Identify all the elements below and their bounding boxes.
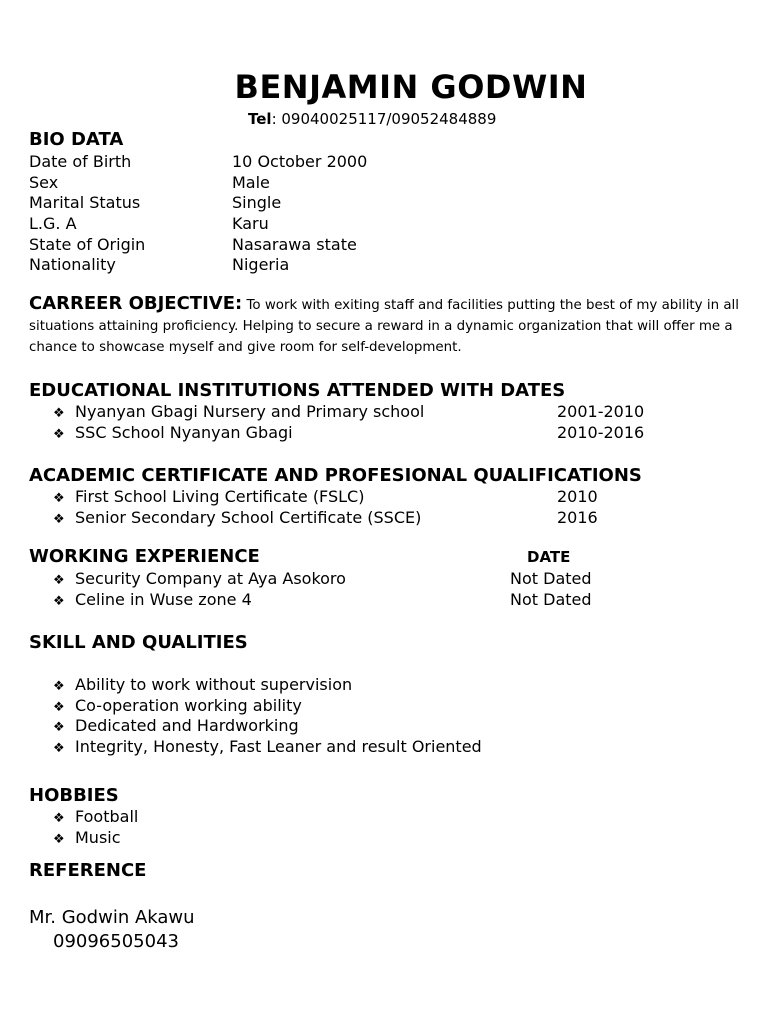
certificate-item-date: 2016 bbox=[557, 508, 598, 527]
bio-label: State of Origin bbox=[29, 235, 146, 254]
experience-item-date: Not Dated bbox=[510, 590, 592, 609]
candidate-name: BENJAMIN GODWIN bbox=[234, 68, 588, 106]
bio-label: Nationality bbox=[29, 255, 116, 274]
education-item-date: 2001-2010 bbox=[557, 402, 645, 421]
telephone-line bbox=[248, 110, 496, 128]
education-item-date: 2010-2016 bbox=[557, 423, 645, 442]
reference-phone: 09096505043 bbox=[53, 931, 179, 952]
bio-row bbox=[29, 235, 357, 255]
diamond-bullet-icon: ❖ bbox=[53, 832, 65, 847]
experience-date-heading: DATE bbox=[527, 548, 571, 566]
bio-value: Karu bbox=[232, 214, 269, 233]
bio-data-heading: BIO DATA bbox=[29, 129, 124, 150]
certificate-item-text: First School Living Certificate (FSLC) bbox=[75, 487, 365, 506]
bio-label: Sex bbox=[29, 173, 59, 192]
diamond-bullet-icon: ❖ bbox=[53, 406, 65, 421]
diamond-bullet-icon: ❖ bbox=[53, 427, 65, 442]
hobby-item bbox=[53, 828, 121, 850]
bio-value: Single bbox=[232, 193, 282, 212]
bio-label: L.G. A bbox=[29, 214, 77, 233]
diamond-bullet-icon: ❖ bbox=[53, 512, 65, 527]
bio-value: Nasarawa state bbox=[232, 235, 357, 254]
skill-item bbox=[53, 737, 482, 759]
skills-heading: SKILL AND QUALITIES bbox=[29, 632, 248, 653]
bio-row bbox=[29, 152, 368, 172]
certificate-item-date: 2010 bbox=[557, 487, 598, 506]
education-item-text: Nyanyan Gbagi Nursery and Primary school bbox=[75, 402, 425, 421]
skill-item-text: Co-operation working ability bbox=[75, 696, 302, 715]
experience-item bbox=[53, 569, 346, 591]
hobby-item-text: Football bbox=[75, 807, 139, 826]
certificate-item bbox=[53, 508, 421, 530]
bio-value: Nigeria bbox=[232, 255, 290, 274]
hobbies-heading: HOBBIES bbox=[29, 785, 119, 806]
experience-item-text: Security Company at Aya Asokoro bbox=[75, 569, 346, 588]
reference-name: Mr. Godwin Akawu bbox=[29, 907, 195, 928]
bio-row bbox=[29, 214, 269, 234]
bio-label: Date of Birth bbox=[29, 152, 132, 171]
education-item bbox=[53, 423, 293, 445]
certificate-item-text: Senior Secondary School Certificate (SSCE) bbox=[75, 508, 422, 527]
education-item-text: SSC School Nyanyan Gbagi bbox=[75, 423, 293, 442]
certificates-heading: ACADEMIC CERTIFICATE AND PROFESIONAL QUALIFICATIONS bbox=[29, 465, 642, 486]
bio-value: 10 October 2000 bbox=[232, 152, 368, 171]
skill-item bbox=[53, 696, 302, 718]
reference-heading: REFERENCE bbox=[29, 860, 147, 881]
bio-value: Male bbox=[232, 173, 270, 192]
diamond-bullet-icon: ❖ bbox=[53, 700, 65, 715]
tel-value: : 09040025117/09052484889 bbox=[271, 110, 497, 128]
hobby-item-text: Music bbox=[75, 828, 121, 847]
skill-item bbox=[53, 675, 352, 697]
hobby-item bbox=[53, 807, 138, 829]
diamond-bullet-icon: ❖ bbox=[53, 720, 65, 735]
skill-item-text: Dedicated and Hardworking bbox=[75, 716, 299, 735]
bio-row bbox=[29, 173, 270, 193]
bio-label: Marital Status bbox=[29, 193, 141, 212]
skill-item-text: Ability to work without supervision bbox=[75, 675, 353, 694]
diamond-bullet-icon: ❖ bbox=[53, 594, 65, 609]
skill-item bbox=[53, 716, 299, 738]
experience-item-text: Celine in Wuse zone 4 bbox=[75, 590, 252, 609]
experience-heading: WORKING EXPERIENCE bbox=[29, 546, 260, 567]
bio-row bbox=[29, 193, 282, 213]
education-heading: EDUCATIONAL INSTITUTIONS ATTENDED WITH DATES bbox=[29, 380, 566, 401]
diamond-bullet-icon: ❖ bbox=[53, 811, 65, 826]
diamond-bullet-icon: ❖ bbox=[53, 679, 65, 694]
career-objective-heading: CARREER OBJECTIVE: bbox=[29, 293, 243, 314]
certificate-item bbox=[53, 487, 364, 509]
experience-item bbox=[53, 590, 252, 612]
career-objective-text: To work with exiting staff and facilities putting the best of my ability in all situations attaining proficiency. Helping to secure a reward in a dynamic organization that will offer me a chance to showcase myself and give room for self-development. bbox=[29, 298, 739, 355]
diamond-bullet-icon: ❖ bbox=[53, 491, 65, 506]
education-item bbox=[53, 402, 424, 424]
diamond-bullet-icon: ❖ bbox=[53, 573, 65, 588]
career-objective bbox=[29, 293, 745, 358]
bio-row bbox=[29, 255, 290, 275]
tel-label: Tel bbox=[248, 110, 272, 128]
diamond-bullet-icon: ❖ bbox=[53, 741, 65, 756]
experience-item-date: Not Dated bbox=[510, 569, 592, 588]
skill-item-text: Integrity, Honesty, Fast Leaner and result Oriented bbox=[75, 737, 482, 756]
